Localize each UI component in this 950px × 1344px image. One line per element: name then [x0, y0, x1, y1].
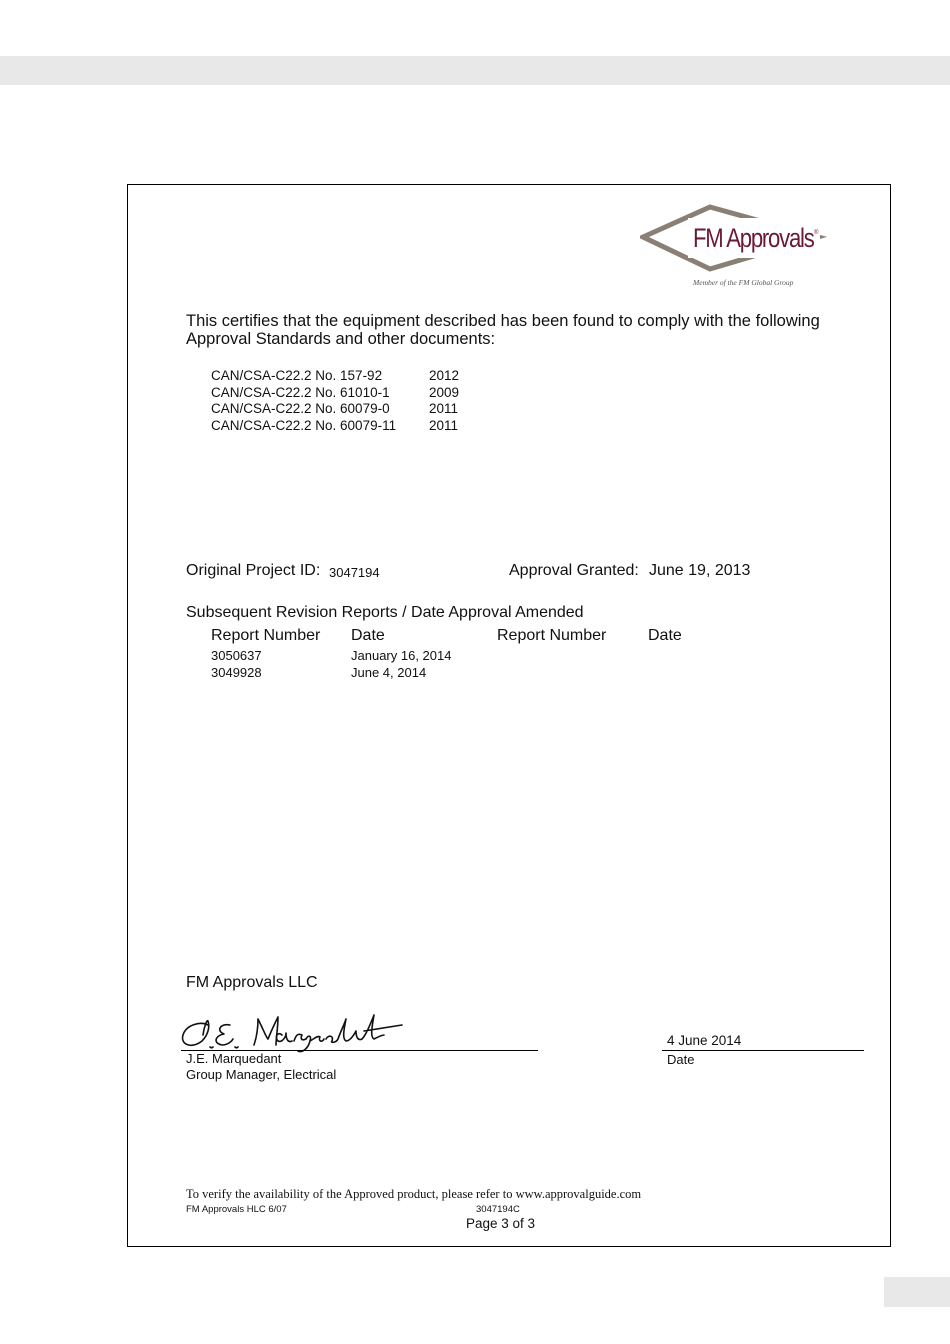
standard-name: CAN/CSA-C22.2 No. 61010-1 — [211, 384, 390, 400]
standard-row — [211, 401, 489, 418]
approval-granted-label: Approval Granted: — [509, 562, 639, 579]
revision-date: January 16, 2014 — [351, 648, 452, 663]
standard-name: CAN/CSA-C22.2 No. 60079-11 — [211, 417, 397, 433]
col-report-number: Report Number — [211, 627, 321, 644]
registered-mark: ® — [814, 230, 819, 236]
standard-row — [211, 385, 489, 402]
standard-year: 2012 — [429, 368, 460, 383]
approval-granted-date: June 19, 2013 — [649, 562, 751, 579]
standard-row — [211, 368, 489, 385]
col-date: Date — [351, 627, 385, 644]
corner-box — [884, 1277, 950, 1307]
revisions-heading: Subsequent Revision Reports / Date Approval Amended — [186, 604, 584, 621]
project-id-label: Original Project ID: — [186, 562, 321, 579]
col-report-number-2: Report Number — [497, 627, 607, 644]
standard-year: 2011 — [429, 401, 459, 416]
handwritten-signature — [178, 995, 408, 1055]
certification-statement: This certifies that the equipment described has been found to comply with the following Approval Standards and other documents: — [186, 312, 820, 348]
project-id-value: 3047194 — [329, 565, 380, 580]
revision-date: June 4, 2014 — [351, 665, 427, 680]
standard-name: CAN/CSA-C22.2 No. 157-92 — [211, 368, 383, 383]
standard-name: CAN/CSA-C22.2 No. 60079-0 — [211, 401, 390, 416]
signer-title: Group Manager, Electrical — [186, 1067, 337, 1082]
top-band — [0, 56, 950, 85]
company-name: FM Approvals LLC — [186, 974, 318, 991]
standard-year: 2009 — [429, 384, 460, 400]
revision-report-number: 3049928 — [211, 665, 262, 680]
verification-note: To verify the availability of the Approved product, please refer to www.approvalguide.com — [186, 1187, 642, 1201]
date-label: Date — [667, 1052, 695, 1067]
signature-date: 4 June 2014 — [667, 1033, 742, 1048]
col-date-2: Date — [648, 627, 682, 644]
form-id: FM Approvals HLC 6/07 — [186, 1204, 287, 1215]
fm-approvals-logo — [640, 204, 830, 290]
document-id: 3047194C — [476, 1204, 520, 1215]
standard-year: 2011 — [429, 417, 459, 433]
signer-name: J.E. Marquedant — [186, 1051, 282, 1066]
page-number: Page 3 of 3 — [466, 1216, 536, 1231]
standards-list — [211, 368, 489, 434]
logo-tagline: Member of the FM Global Group — [693, 278, 794, 287]
date-line — [662, 1050, 864, 1051]
standard-row — [211, 418, 489, 435]
logo-brand-text: FM Approvals — [693, 223, 814, 253]
revision-report-number: 3050637 — [211, 648, 262, 663]
